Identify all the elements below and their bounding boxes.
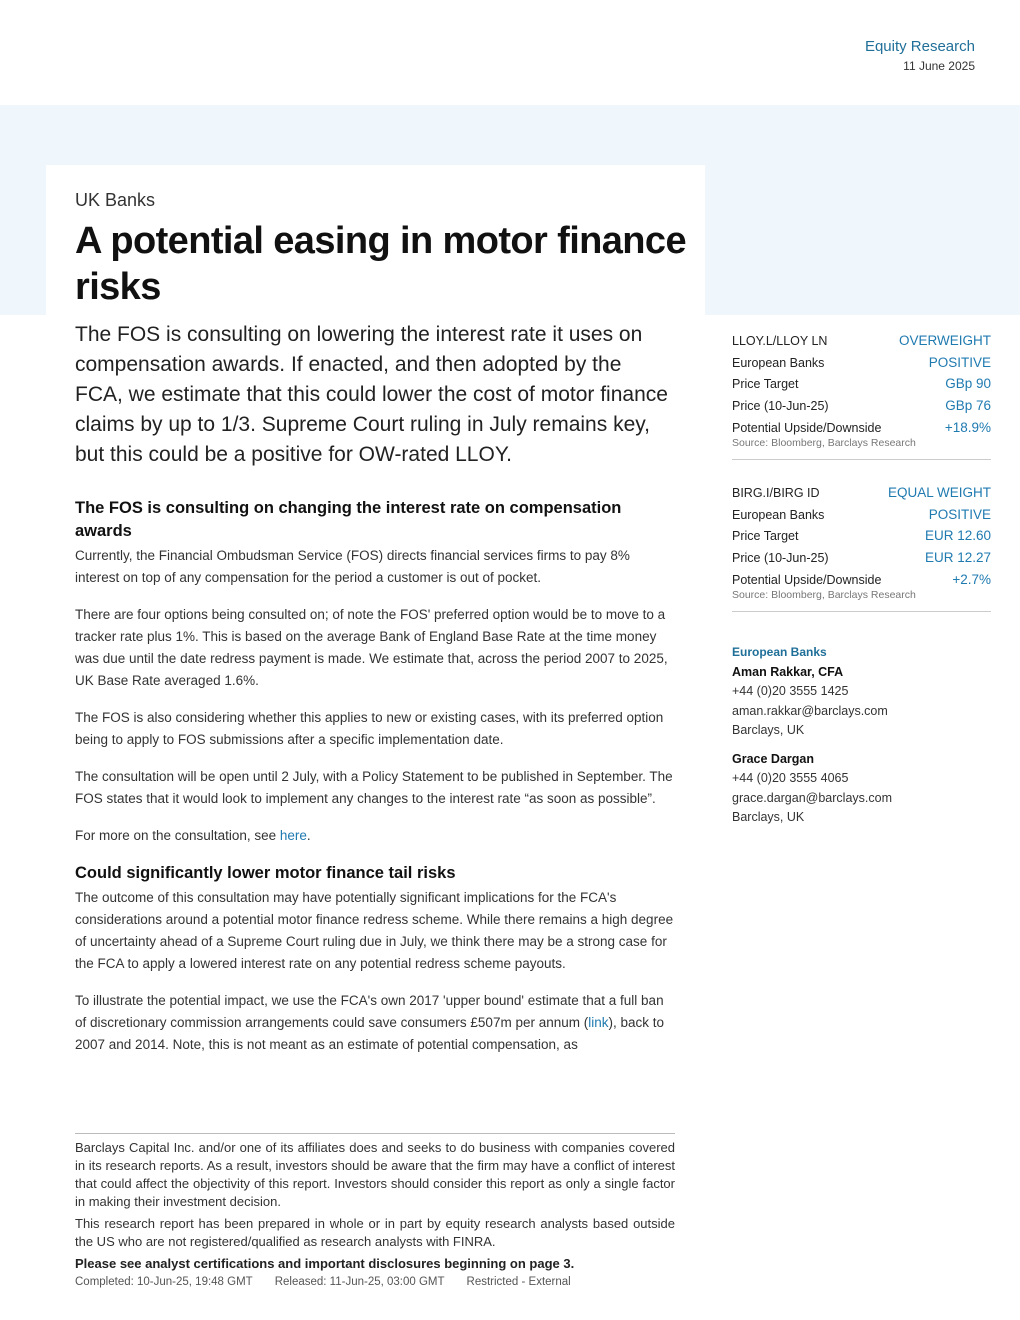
upside-label: Potential Upside/Downside [732,420,882,435]
body-paragraph: Currently, the Financial Ombudsman Service (FOS) directs financial services firms to pay 8% interest on top of any compensation for the period a customer is out of pocket. [75,548,630,585]
report-title: A potential easing in motor finance risks [75,220,686,308]
completed-time: Completed: 10-Jun-25, 19:48 GMT [75,1276,253,1288]
report-body [75,497,675,1056]
section-heading-tail-risks: Could significantly lower motor finance tail risks [75,864,456,882]
price-target-row [732,376,991,398]
disclaimer-paragraph: Barclays Capital Inc. and/or one of its affiliates does and seeks to do business with companies covered in its research reports. As a result, investors should be aware that the firm may have a conflict of interest that could affect the objectivity of this report. Investors should consider this report as only a single factor in making their investment decision. [75,1140,675,1209]
source-note: Source: Bloomberg, Barclays Research [732,437,916,450]
consultation-link[interactable]: here [279,828,307,843]
analyst-location: Barclays, UK [732,810,805,824]
report-date: 11 June 2025 [903,59,975,73]
stock-ticker-row [732,333,991,355]
upside-value: +2.7% [952,571,991,587]
stock-ticker: LLOY.L/LLOY LN [732,334,828,348]
price-label: Price (10-Jun-25) [732,551,829,566]
price-target-label: Price Target [732,529,799,544]
analyst-contacts [732,643,991,828]
industry-view-row [732,355,991,377]
analyst-location: Barclays, UK [732,723,805,737]
stock-ticker: BIRG.I/BIRG ID [732,486,820,500]
analyst-name: Grace Dargan [732,751,814,766]
industry-label: European Banks [732,507,825,522]
price-value: EUR 12.27 [924,550,991,566]
upside-label: Potential Upside/Downside [732,572,882,587]
paragraph-text: To illustrate the potential impact, we use the FCA's own 2017 'upper bound' estimate that a full ban of discretionary commission arrangements could save consumers £507m per annum ( [75,993,664,1030]
spacer [732,741,991,750]
body-paragraph: The consultation will be open until 2 July, with a Policy Statement to be published in September. The FOS states that it would look to implement any changes to the interest rate “as soon as possible”. [75,769,673,806]
equity-research-label: Equity Research [864,38,975,55]
classification-label: Restricted - External [466,1276,571,1288]
report-header [865,38,975,73]
price-label: Price (10-Jun-25) [732,399,829,414]
paragraph-text: ), back to 2007 and 2014. Note, this is not meant as an estimate of potential compensation, as [75,1015,665,1052]
stock-box-lloy [732,333,991,460]
stock-ticker-row [732,485,991,507]
stock-box-birg [732,485,991,612]
body-paragraph: The FOS is also considering whether this applies to new or existing cases, with its preferred option being to apply to FOS submissions after a specific implementation date. [75,710,664,747]
fca-estimate-link[interactable]: link [588,1015,609,1030]
paragraph-text: For more on the consultation, see [75,828,280,843]
body-paragraph: There are four options being consulted on; of note the FOS' preferred option would be to move to a tracker rate plus 1%. This is based on the average Bank of England Base Rate at the time money was due until the date redress payment is made. We estimate that, across the period 2007 to 2025, UK Base Rate averaged 1.6%. [75,607,668,688]
section-heading-fos: The FOS is consulting on changing the interest rate on compensation awards [75,499,622,540]
analyst-name: Aman Rakkar, CFA [732,664,844,679]
price-row [732,398,991,420]
disclosures-note: Please see analyst certifications and important disclosures beginning on page 3. [75,1256,575,1271]
stock-rating: EQUAL WEIGHT [887,485,991,500]
analyst-phone: +44 (0)20 3555 4065 [732,771,849,785]
industry-label: European Banks [732,355,825,370]
industry-view-row [732,507,991,529]
source-note: Source: Bloomberg, Barclays Research [732,589,916,602]
paragraph-text: . [306,828,311,843]
sector-label: UK Banks [75,190,156,210]
price-value: GBp 76 [945,398,991,414]
divider [732,459,991,460]
price-target-value: GBp 90 [945,376,991,392]
release-meta [75,1273,675,1291]
disclaimer-footer [75,1133,675,1291]
divider [732,611,991,612]
stock-rating: OVERWEIGHT [898,333,991,348]
disclaimer-paragraph: This research report has been prepared in whole or in part by equity research analysts based outside the US who are not registered/qualified as research analysts with FINRA. [75,1216,675,1249]
body-paragraph: The outcome of this consultation may have potentially significant implications for the FCA's considerations around a potential motor finance redress scheme. While there remains a high degree of uncertainty ahead of a Supreme Court ruling due in July, we think there may be a strong case for the FCA to apply a lowered interest rate on any potential redress scheme payouts. [75,890,674,971]
price-row [732,550,991,572]
price-target-value: EUR 12.60 [924,528,991,544]
body-paragraph [75,990,675,1056]
analyst-email[interactable]: aman.rakkar@barclays.com [732,703,888,718]
price-target-label: Price Target [732,377,799,392]
analyst-email[interactable]: grace.dargan@barclays.com [732,790,892,805]
released-time: Released: 11-Jun-25, 03:00 GMT [274,1276,445,1288]
industry-view: POSITIVE [928,506,991,522]
analyst-phone: +44 (0)20 3555 1425 [732,684,849,698]
industry-view: POSITIVE [928,354,991,370]
analyst-team: European Banks [732,645,827,659]
upside-value: +18.9% [944,419,991,435]
body-paragraph [75,825,675,847]
summary-lede: The FOS is consulting on lowering the interest rate it uses on compensation awards. If enacted, and then adopted by the FCA, we estimate that this could lower the cost of motor finance claims by up to 1/3. Supreme Court ruling in July remains key, but this could be a positive for OW-rated LLOY. [75,323,668,466]
price-target-row [732,528,991,550]
